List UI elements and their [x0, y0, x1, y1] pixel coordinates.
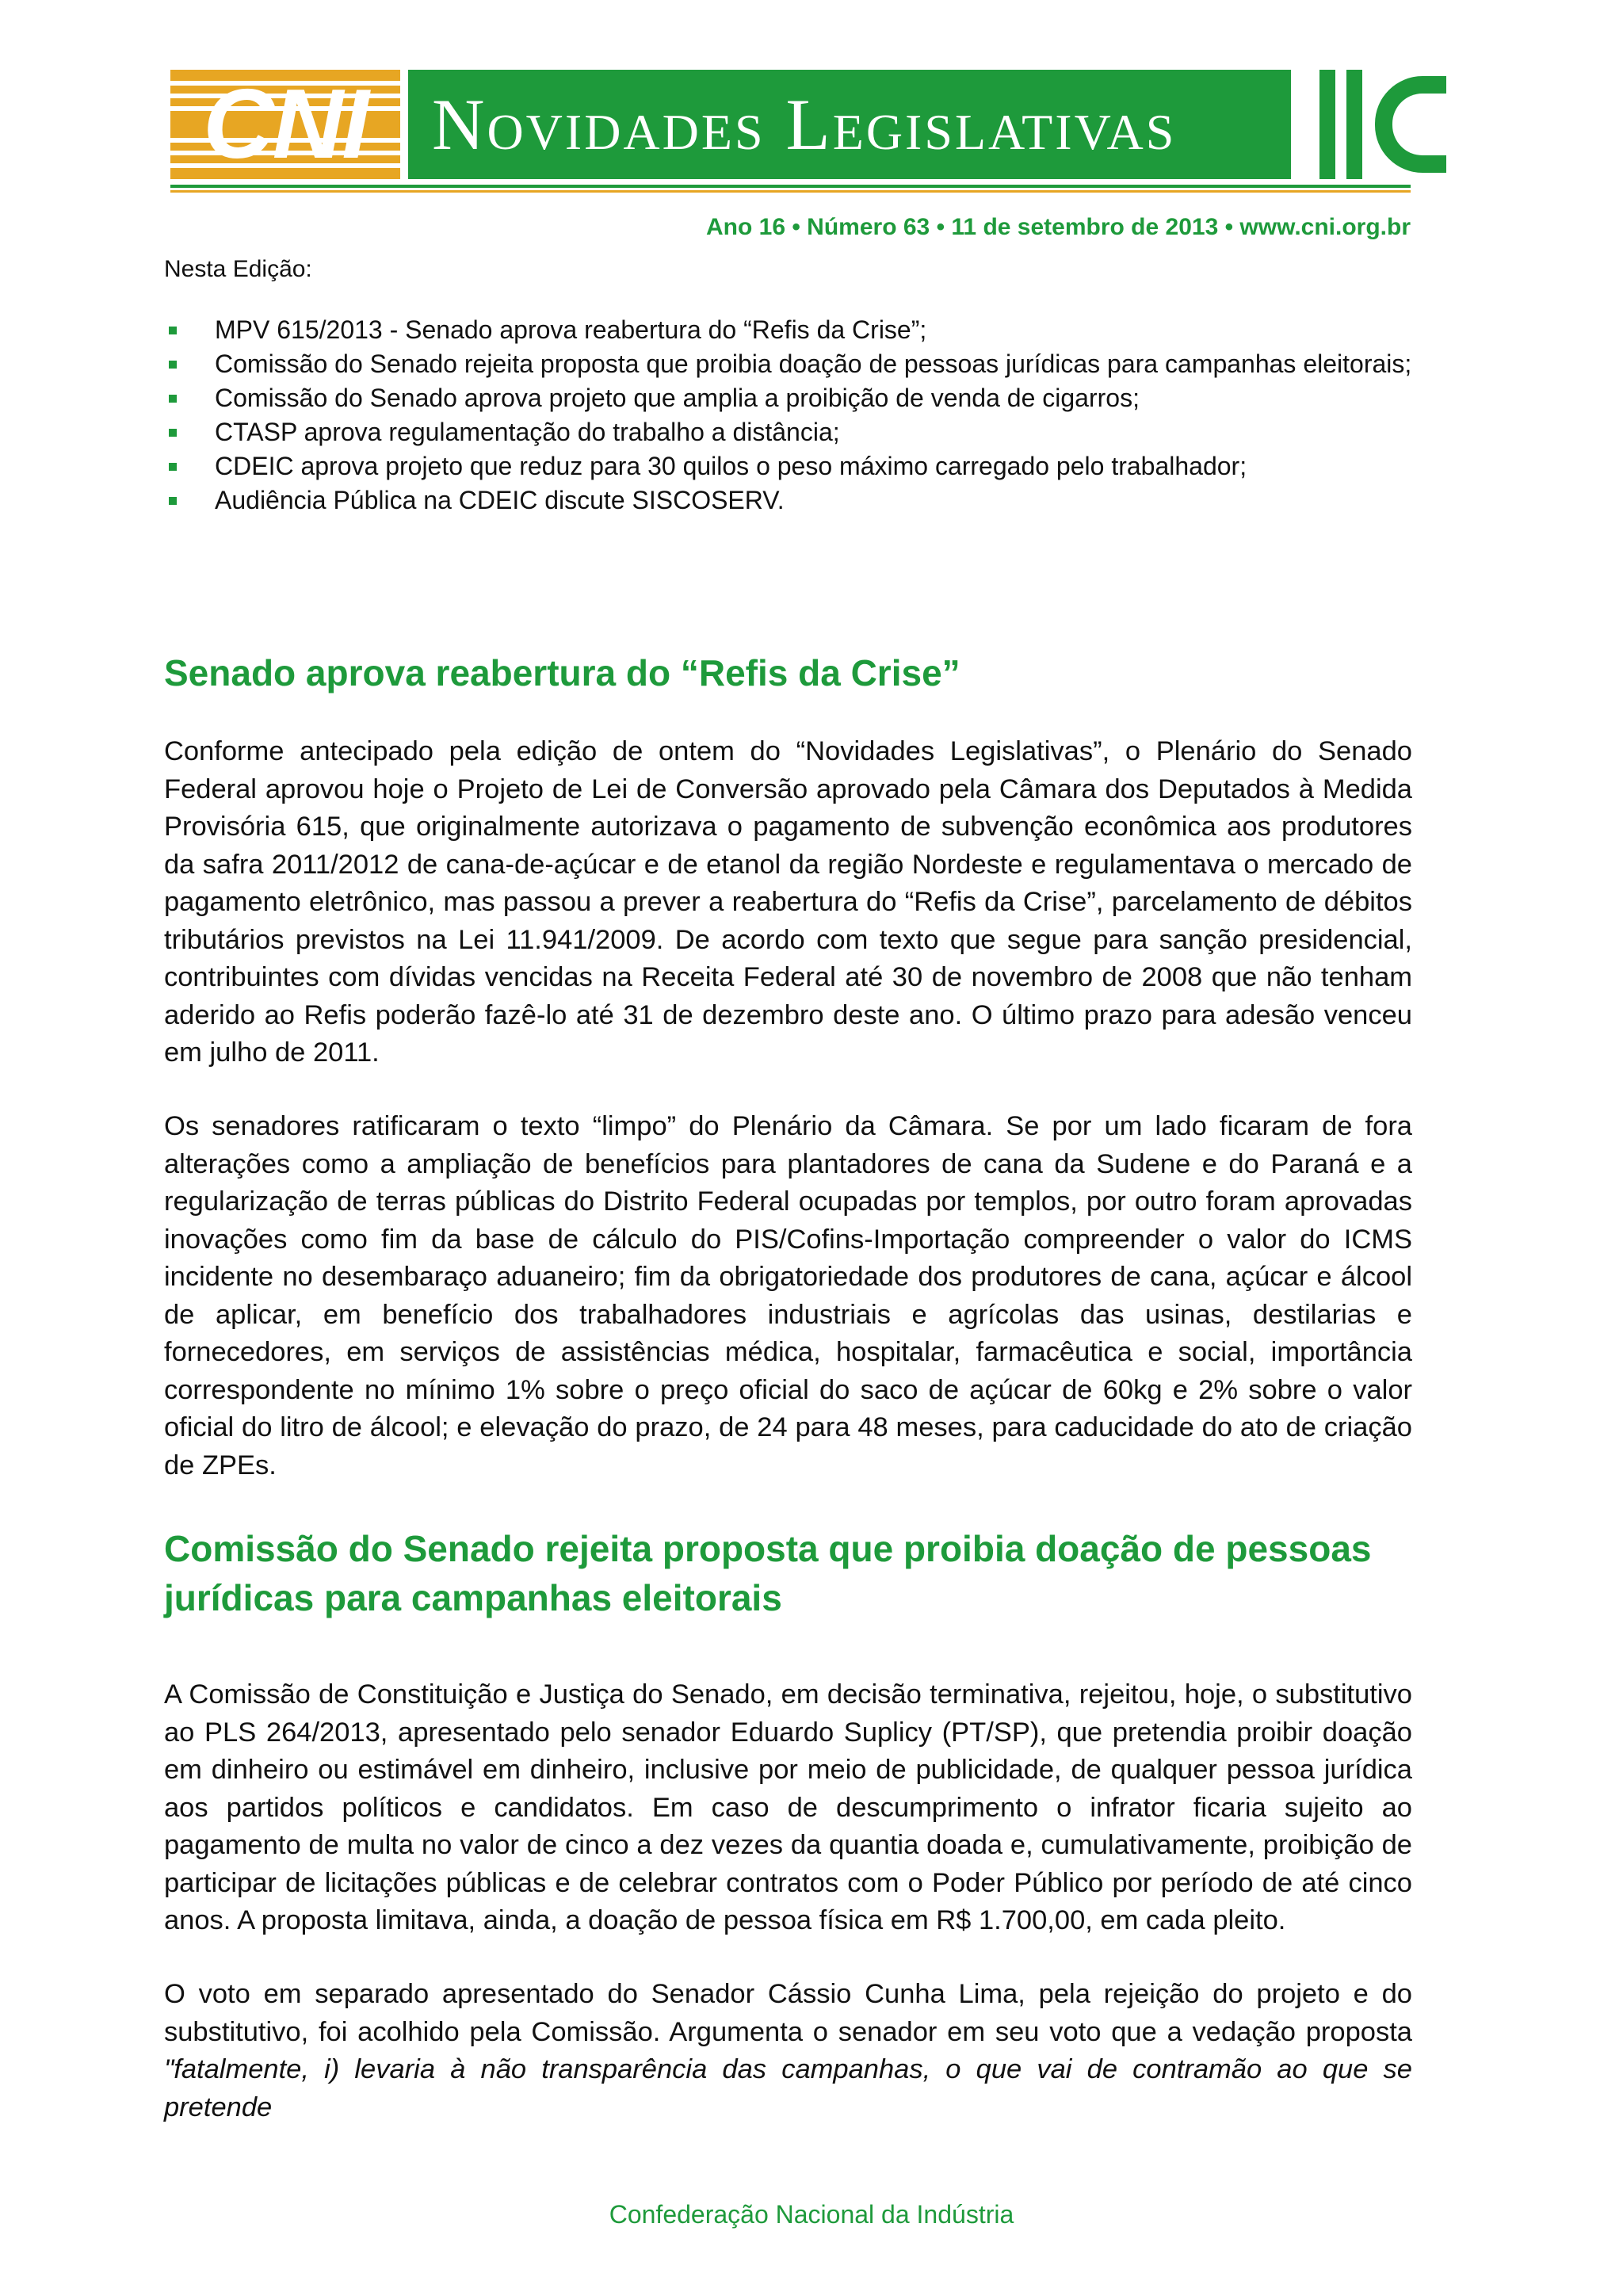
toc-item-text: CTASP aprova regulamentação do trabalho a distância; [215, 418, 840, 446]
banner-rule-yellow [170, 190, 1411, 193]
footer: Confederação Nacional da Indústria [609, 2200, 1014, 2229]
toc-list [164, 313, 1411, 518]
section-refis-paragraph-2: Os senadores ratificaram o texto “limpo” do Plenário da Câmara. Se por um lado ficaram de fora alterações como a ampliação de benefícios para plantadores de cana da Sudene e do Paraná e a regularização de terras públicas do Distrito Federal ocupadas por templos, por outro foram aprovadas inovações como fim da base de cálculo do PIS/Cofins-Importação compreender o valor do ICMS incidente no desembaraço aduaneiro; fim da obrigatoriedade dos produtores de cana, açúcar e álcool de aplicar, em benefício dos trabalhadores industriais e agrícolas das usinas, destilarias e fornecedores, em serviços de assistências médica, hospitalar, farmacêutica e social, importância correspondente no mínimo 1% sobre o preço oficial do saco de açúcar de 60kg e 2% sobre o valor oficial do litro de álcool; e elevação do prazo, de 24 para 48 meses, para caducidade do ato de criação de ZPEs. [164, 1111, 1412, 1480]
bullet-icon [169, 395, 177, 403]
toc-item-text: Comissão do Senado aprova projeto que amplia a proibição de venda de cigarros; [215, 384, 1140, 412]
toc-item [164, 347, 1411, 381]
toc-item-text: MPV 615/2013 - Senado aprova reabertura do “Refis da Crise”; [215, 315, 927, 344]
toc-item [164, 449, 1411, 483]
toc-item [164, 313, 1411, 347]
section-doacao-paragraph-2 [164, 1976, 1412, 2126]
italic-quote: "fatalmente, i) levaria à não transparência das campanhas, o que vai de contramão ao que se pretende [164, 2054, 1412, 2122]
toc-item [164, 483, 1411, 518]
edition-line: Ano 16 • Número 63 • 11 de setembro de 2013 • www.cni.org.br [705, 214, 1411, 240]
section-title-doacao: Comissão do Senado rejeita proposta que proibia doação de pessoas jurídicas para campanhas eleitorais [164, 1528, 1372, 1618]
bullet-icon [169, 463, 177, 471]
toc-item [164, 415, 1411, 449]
header-banner [170, 70, 1411, 190]
paragraph-text: O voto em separado apresentado do Senador Cássio Cunha Lima, pela rejeição do projeto e do substitutivo, foi acolhido pela Comissão. Argumenta o senador em seu voto que a vedação proposta [164, 1979, 1412, 2047]
toc-item-text: Audiência Pública na CDEIC discute SISCOSERV. [215, 486, 785, 514]
cni-logo: CNI [203, 70, 368, 179]
bullet-icon [169, 327, 177, 334]
section-title-refis: Senado aprova reabertura do “Refis da Crise” [164, 652, 960, 693]
section-refis-paragraph-1: Conforme antecipado pela edição de ontem do “Novidades Legislativas”, o Plenário do Senado Federal aprovou hoje o Projeto de Lei de Conversão aprovado pela Câmara dos Deputados à Medida Provisória 615, que originalmente autorizava o pagamento de subvenção econômica aos produtores da safra 2011/2012 de cana-de-açúcar e de etanol da região Nordeste e regulamentava o mercado de pagamento eletrônico, mas passou a prever a reabertura do “Refis da Crise”, parcelamento de débitos tributários previstos na Lei 11.941/2009. De acordo com texto que segue para sanção presidencial, contribuintes com dívidas vencidas na Receita Federal até 30 de novembro de 2008 que não tenham aderido ao Refis poderão fazê-lo até 31 de dezembro deste ano. O último prazo para adesão venceu em julho de 2011. [164, 736, 1412, 1068]
toc-heading: Nesta Edição: [164, 256, 312, 282]
banner-title: Novidades Legislativas [432, 84, 1177, 165]
toc-item-text: Comissão do Senado rejeita proposta que proibia doação de pessoas jurídicas para campanhas eleitorais; [215, 350, 1412, 378]
toc-item [164, 381, 1411, 415]
bullet-icon [169, 497, 177, 505]
toc-item-text: CDEIC aprova projeto que reduz para 30 quilos o peso máximo carregado pelo trabalhador; [215, 452, 1247, 480]
banner-rule-green [170, 185, 1411, 188]
bullet-icon [169, 429, 177, 437]
bullet-icon [169, 361, 177, 369]
section-doacao-paragraph-1: A Comissão de Constituição e Justiça do Senado, em decisão terminativa, rejeitou, hoje, o substitutivo ao PLS 264/2013, apresentado pelo senador Eduardo Suplicy (PT/SP), que pretendia proibir doação em dinheiro ou estimável em dinheiro, inclusive por meio de publicidade, de qualquer pessoa jurídica aos partidos políticos e candidatos. Em caso de descumprimento o infrator ficaria sujeito ao pagamento de multa no valor de cinco a dez vezes da quantia doada e, cumulativamente, proibição de participar de licitações públicas e de celebrar contratos com o Poder Público por período de até cinco anos. A proposta limitava, ainda, a doação de pessoa física em R$ 1.700,00, em cada pleito. [164, 1679, 1412, 1935]
